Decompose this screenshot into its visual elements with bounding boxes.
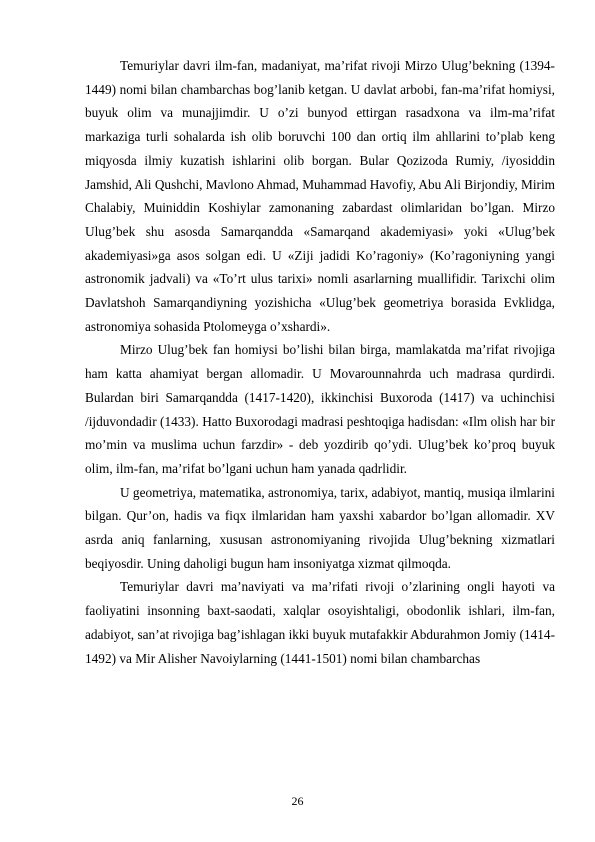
paragraph-timurid-spirituality: Temuriylar davri ma’naviyati va ma’rifati rivoji o’zlarining ongli hayoti va faoliyatini insonning baxt-saodati, xalqlar osoyishtaligi, obodonlik ishlari, ilm-fan, adabiyot, san’at rivojiga bag’ishlagan ikki buyuk mutafakkir Abdurahmon Jomiy (1414-1492) va Mir Alisher Navoiylarning (1441-1501) nomi bilan chambarchas (85, 579, 555, 666)
page-number: 26 (291, 794, 304, 808)
body-text (85, 54, 555, 670)
paragraph-ulugbek-madrasas: Mirzo Ulug’bek fan homiysi bo’lishi bilan birga, mamlakatda ma’rifat rivojiga ham katta ahamiyat bergan allomadir. U Movarounnahrda uch madrasa qurdirdi. Bulardan biri Samarqandda (1417-1420), ikkinchisi Buxoroda (1417) va uchinchisi /ijduvondadir (1433). Hatto Buxorodagi madrasi peshtoqiga hadisdan: «Ilm olish har bir mo’min va muslima uchun farzdir» - deb yozdirib qo’ydi. Ulug’bek ko’proq buyuk olim, ilm-fan, ma’rifat bo’lgani uchun ham yanada qadrlidir. (85, 342, 555, 476)
paragraph-ulugbek-sciences: U geometriya, matematika, astronomiya, tarix, adabiyot, mantiq, musiqa ilmlarini bilgan. Qur’on, hadis va fiqx ilmlaridan ham yaxshi xabardor bo’lgan allomadir. XV asrda aniq fanlarning, xususan astronomiyaning rivojida Ulug’bekning xizmatlari beqiyosdir. Uning daholigi bugun ham insoniyatga xizmat qilmoqda. (85, 484, 555, 571)
paragraph-ulugbek-intro: Temuriylar davri ilm-fan, madaniyat, ma’rifat rivoji Mirzo Ulug’bekning (1394-1449) nomi bilan chambarchas bog’lanib ketgan. U davlat arbobi, fan-ma’rifat homiysi, buyuk olim va munajjimdir. U o’zi bunyod ettirgan rasadxona va ilm-ma’rifat markaziga turli sohalarda ish olib boruvchi 100 dan ortiq ilm ahllarini to’plab keng miqyosda ilmiy kuzatish ishlarini olib borgan. Bular Qozizoda Rumiy, /iyosiddin Jamshid, Ali Qushchi, Mavlono Ahmad, Muhammad Havofiy, Abu Ali Birjondiy, Mirim Chalabiy, Muiniddin Koshiylar zamonaning zabardast olimlaridan bo’lgan. Mirzo Ulug’bek shu asosda Samarqandda «Samarqand akademiyasi» yoki «Ulug’bek akademiyasi»ga asos solgan edi. U «Ziji jadidi Ko’ragoniy» (Ko’ragoniyning yangi astronomik jadvali) va «To’rt ulus tarixi» nomli asarlarning muallifidir. Tarixchi olim Davlatshoh Samarqandiyning yozishicha «Ulug’bek geometriya borasida Evklidga, astronomiya sohasida Ptolomeyga o’xshardi». (85, 58, 555, 334)
